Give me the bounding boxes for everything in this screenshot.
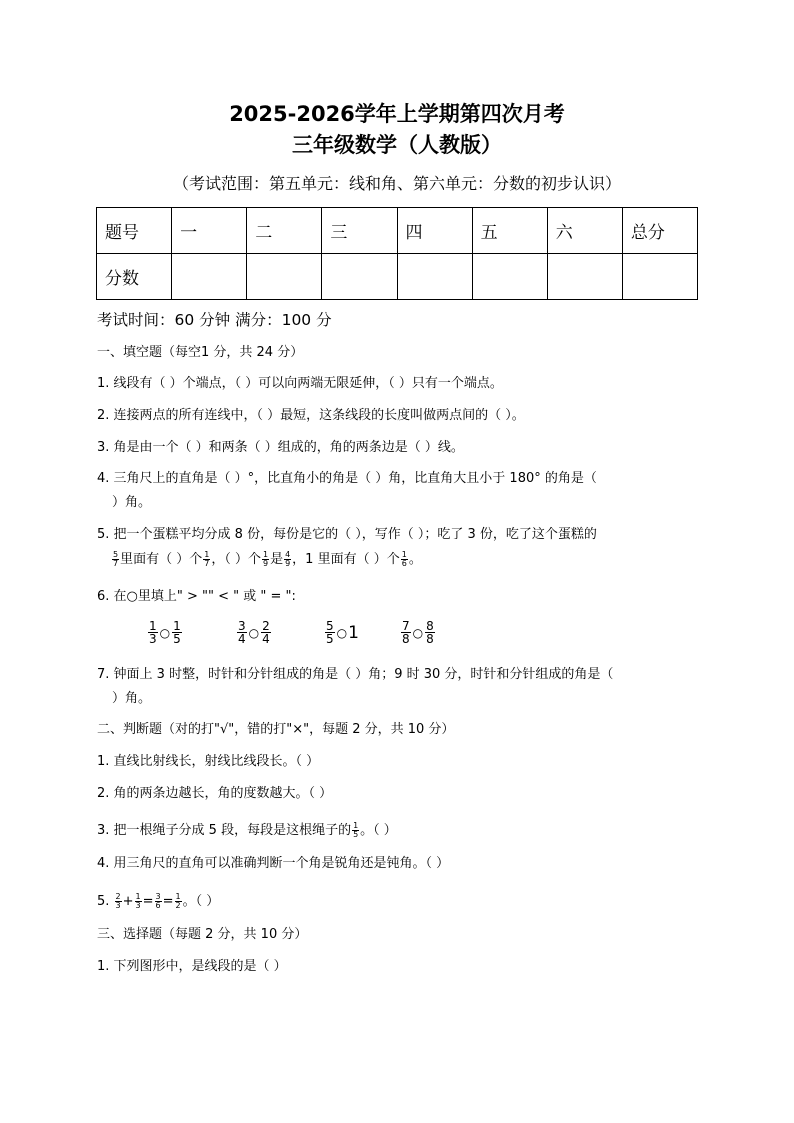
question-1-5: 5. 把一个蛋糕平均分成 8 份，每份是它的（ ），写作（ ）；吃了 3 份，吃了这个蛋糕的 xyxy=(97,527,597,542)
compare-item: $\frac{5}{5}$ ○ 1 xyxy=(326,619,359,646)
question-1-5-cont: $\frac{5}{7}$ 里面有（ ）个 $\frac{1}{7}$ ，（ ）个 $\frac{1}{9}$ 是 $\frac{4}{9}$ ，1 里面有（ ）个 $\frac{1}{6}$ 。 xyxy=(113,550,422,568)
exam-subtitle: 三年级数学（人教版） xyxy=(292,133,502,157)
fraction: $\frac{1}{3}$ xyxy=(135,892,141,910)
question-1-7: 7. 钟面上 3 时整，时针和分针组成的角是（ ）角；9 时 30 分，时针和分针组成的角是（ xyxy=(97,667,614,682)
fraction: $\frac{1}{7}$ xyxy=(204,550,210,568)
compare-circle[interactable]: ○ xyxy=(336,625,348,640)
score-header-cell: 二 xyxy=(247,208,322,254)
section1-heading: 一、填空题（每空1 分，共 24 分） xyxy=(97,345,304,360)
compare-circle[interactable]: ○ xyxy=(248,625,260,640)
section2-heading: 二、判断题（对的打"√"，错的打"×"，每题 2 分，共 10 分） xyxy=(97,722,455,737)
score-input-cell[interactable] xyxy=(172,254,247,300)
score-input-cell[interactable] xyxy=(472,254,547,300)
question-1-7-cont: ）角。 xyxy=(112,691,152,706)
fraction: $\frac{1}{6}$ xyxy=(401,550,407,568)
fraction: $\frac{3}{6}$ xyxy=(155,892,161,910)
fraction: $\frac{4}{9}$ xyxy=(285,550,291,568)
score-table-header-row xyxy=(97,208,698,254)
question-2-2: 2. 角的两条边越长，角的度数越大。（ ） xyxy=(97,786,333,801)
score-header-cell: 六 xyxy=(547,208,622,254)
score-input-cell[interactable] xyxy=(247,254,322,300)
question-2-5: 5. $\frac{2}{3}$ + $\frac{1}{3}$ = $\frac{3}{6}$ = $\frac{1}{2}$ 。（ ） xyxy=(97,892,220,910)
score-header-cell: 一 xyxy=(172,208,247,254)
score-header-cell: 总分 xyxy=(622,208,697,254)
question-3-1: 1. 下列图形中，是线段的是（ ） xyxy=(97,959,287,974)
score-input-cell[interactable] xyxy=(322,254,397,300)
question-1-1: 1. 线段有（ ）个端点，（ ）可以向两端无限延伸，（ ）只有一个端点。 xyxy=(97,376,503,391)
exam-title: 2025-2026学年上学期第四次月考 xyxy=(229,102,565,126)
score-input-cell[interactable] xyxy=(547,254,622,300)
compare-item: $\frac{3}{4}$ ○ $\frac{2}{4}$ xyxy=(238,619,270,646)
question-2-4: 4. 用三角尺的直角可以准确判断一个角是锐角还是钝角。（ ） xyxy=(97,856,450,871)
score-header-cell: 题号 xyxy=(97,208,172,254)
question-2-3: 3. 把一根绳子分成 5 段，每段是这根绳子的 $\frac{1}{5}$ 。（ ） xyxy=(97,821,397,839)
section3-heading: 三、选择题（每题 2 分，共 10 分） xyxy=(97,927,308,942)
exam-info: 考试时间：60 分钟 满分：100 分 xyxy=(97,311,332,329)
question-1-2: 2. 连接两点的所有连线中，（ ）最短，这条线段的长度叫做两点间的（ ）。 xyxy=(97,408,525,423)
score-input-cell[interactable] xyxy=(622,254,697,300)
fraction: $\frac{1}{2}$ xyxy=(175,892,181,910)
score-input-cell[interactable] xyxy=(397,254,472,300)
score-header-cell: 四 xyxy=(397,208,472,254)
fraction: $\frac{5}{7}$ xyxy=(113,550,119,568)
score-row-label: 分数 xyxy=(97,254,172,300)
question-1-4-cont: ）角。 xyxy=(112,495,152,510)
score-table xyxy=(96,207,698,300)
question-1-3: 3. 角是由一个（ ）和两条（ ）组成的，角的两条边是（ ）线。 xyxy=(97,440,464,455)
compare-item: $\frac{7}{8}$ ○ $\frac{8}{8}$ xyxy=(402,619,434,646)
score-header-cell: 五 xyxy=(472,208,547,254)
fraction: $\frac{1}{9}$ xyxy=(262,550,269,568)
question-1-6: 6. 在○里填上" > "" < " 或 " = ": xyxy=(97,589,296,604)
exam-scope: （考试范围：第五单元：线和角、第六单元：分数的初步认识） xyxy=(172,174,621,193)
question-2-1: 1. 直线比射线长，射线比线段长。（ ） xyxy=(97,754,320,769)
compare-circle[interactable]: ○ xyxy=(159,625,171,640)
fraction: $\frac{1}{5}$ xyxy=(353,821,359,839)
score-header-cell: 三 xyxy=(322,208,397,254)
question-1-4: 4. 三角尺上的直角是（ ）°，比直角小的角是（ ）角，比直角大且小于 180° 的角是（ xyxy=(97,471,597,486)
score-table-score-row xyxy=(97,254,698,300)
compare-item: $\frac{1}{3}$ ○ $\frac{1}{5}$ xyxy=(149,619,181,646)
fraction: $\frac{2}{3}$ xyxy=(115,892,121,910)
compare-circle[interactable]: ○ xyxy=(412,625,424,640)
